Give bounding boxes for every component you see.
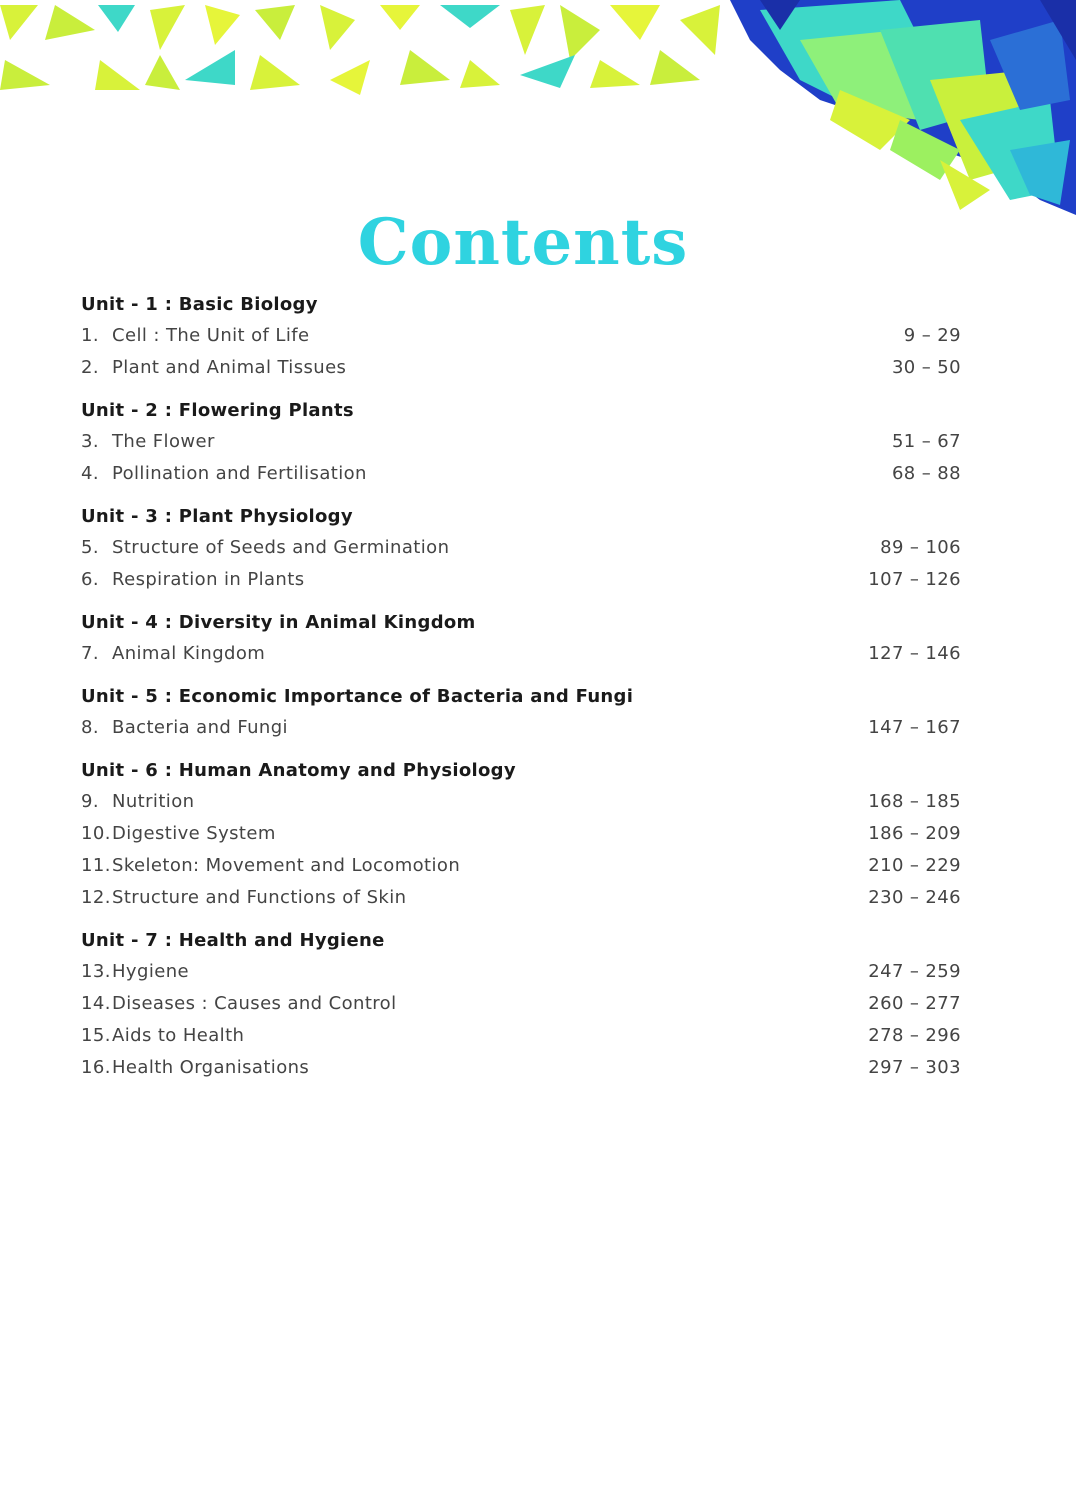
toc-entry[interactable]	[81, 532, 961, 564]
page-range: 9 – 29	[903, 325, 961, 346]
chapter-number: 2.	[81, 357, 99, 378]
unit-title: Unit - 7 : Health and Hygiene	[81, 930, 385, 951]
toc-entry[interactable]	[81, 988, 961, 1020]
chapter-title: Structure of Seeds and Germination	[112, 537, 450, 558]
chapter-title: Structure and Functions of Skin	[112, 887, 407, 908]
toc-entry[interactable]	[81, 1052, 961, 1084]
page-range: 278 – 296	[868, 1025, 961, 1046]
unit-title: Unit - 5 : Economic Importance of Bacteria and Fungi	[81, 686, 634, 707]
chapter-title: The Flower	[112, 431, 215, 452]
toc-entry[interactable]	[81, 352, 961, 384]
chapter-title: Animal Kingdom	[112, 643, 266, 664]
chapter-number: 11.	[81, 855, 111, 876]
page-range: 68 – 88	[891, 463, 961, 484]
toc-entry[interactable]	[81, 712, 961, 744]
chapter-number: 14.	[81, 993, 111, 1014]
chapter-number: 1.	[81, 325, 99, 346]
chapter-number: 3.	[81, 431, 99, 452]
table-of-contents	[81, 290, 961, 1096]
chapter-number: 4.	[81, 463, 99, 484]
toc-entry[interactable]	[81, 1020, 961, 1052]
chapter-title: Pollination and Fertilisation	[112, 463, 367, 484]
toc-entry[interactable]	[81, 850, 961, 882]
unit-section	[81, 756, 961, 914]
chapter-title: Diseases : Causes and Control	[112, 993, 397, 1014]
page-range: 127 – 146	[868, 643, 961, 664]
toc-entry[interactable]	[81, 320, 961, 352]
page-range: 247 – 259	[868, 961, 961, 982]
page-range: 297 – 303	[868, 1057, 961, 1078]
page-range: 210 – 229	[868, 855, 961, 876]
unit-title: Unit - 6 : Human Anatomy and Physiology	[81, 760, 516, 781]
page-range: 260 – 277	[868, 993, 961, 1014]
page-range: 30 – 50	[891, 357, 961, 378]
triangle-pattern-decoration	[0, 0, 1076, 240]
unit-title: Unit - 3 : Plant Physiology	[81, 506, 353, 527]
unit-section	[81, 608, 961, 670]
chapter-number: 15.	[81, 1025, 111, 1046]
page-range: 147 – 167	[868, 717, 961, 738]
toc-entry[interactable]	[81, 956, 961, 988]
page-range: 107 – 126	[868, 569, 961, 590]
chapter-title: Plant and Animal Tissues	[112, 357, 347, 378]
chapter-title: Bacteria and Fungi	[112, 717, 288, 738]
chapter-number: 7.	[81, 643, 99, 664]
chapter-title: Nutrition	[112, 791, 195, 812]
chapter-number: 13.	[81, 961, 111, 982]
toc-entry[interactable]	[81, 882, 961, 914]
chapter-number: 5.	[81, 537, 99, 558]
page-range: 51 – 67	[891, 431, 961, 452]
toc-entry[interactable]	[81, 818, 961, 850]
chapter-number: 10.	[81, 823, 111, 844]
chapter-title: Cell : The Unit of Life	[112, 325, 310, 346]
chapter-title: Hygiene	[112, 961, 189, 982]
chapter-title: Digestive System	[112, 823, 276, 844]
chapter-title: Respiration in Plants	[112, 569, 305, 590]
unit-section	[81, 926, 961, 1084]
unit-title: Unit - 1 : Basic Biology	[81, 294, 318, 315]
chapter-number: 6.	[81, 569, 99, 590]
chapter-number: 8.	[81, 717, 99, 738]
toc-entry[interactable]	[81, 638, 961, 670]
toc-entry[interactable]	[81, 564, 961, 596]
toc-entry[interactable]	[81, 786, 961, 818]
page-range: 230 – 246	[868, 887, 961, 908]
unit-section	[81, 396, 961, 490]
toc-entry[interactable]	[81, 426, 961, 458]
chapter-number: 12.	[81, 887, 111, 908]
chapter-number: 16.	[81, 1057, 111, 1078]
page-range: 89 – 106	[880, 537, 961, 558]
page-title: Contents	[357, 205, 689, 280]
unit-section	[81, 682, 961, 744]
unit-section	[81, 502, 961, 596]
unit-title: Unit - 2 : Flowering Plants	[81, 400, 354, 421]
page-range: 186 – 209	[868, 823, 961, 844]
chapter-title: Health Organisations	[112, 1057, 310, 1078]
unit-section	[81, 290, 961, 384]
unit-title: Unit - 4 : Diversity in Animal Kingdom	[81, 612, 476, 633]
page-range: 168 – 185	[868, 791, 961, 812]
chapter-number: 9.	[81, 791, 99, 812]
chapter-title: Skeleton: Movement and Locomotion	[112, 855, 461, 876]
polygon-corner-graphic	[730, 0, 1076, 215]
toc-entry[interactable]	[81, 458, 961, 490]
triangle-row	[0, 5, 720, 95]
chapter-title: Aids to Health	[112, 1025, 245, 1046]
